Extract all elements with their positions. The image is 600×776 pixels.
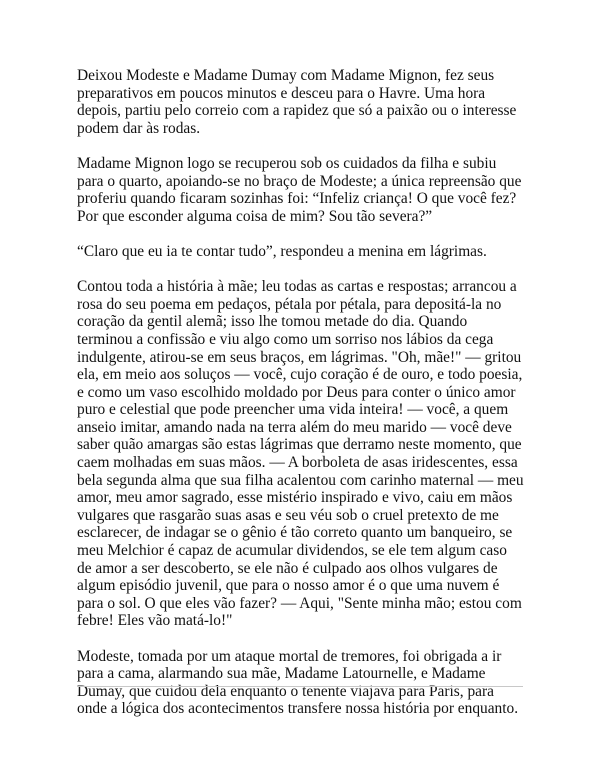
paragraph-5: Modeste, tomada por um ataque mortal de tremores, foi obrigada a ir para a cama, alarmando sua mãe, Madame Latournelle, e Madame Dumay, que cuidou dela enquanto o tenente viajava para Paris, para onde a lógica dos acontecimentos transfere nossa história por enquanto. <box>77 647 519 718</box>
horizontal-divider <box>77 686 523 687</box>
paragraph-4: Contou toda a história à mãe; leu todas as cartas e respostas; arrancou a rosa do seu poema em pedaços, pétala por pétala, para depositá-la no coração da gentil alemã; isso lhe tomou metade do dia. Quando terminou a confissão e viu algo como um sorriso nos lábios da cega indulgente, atirou-se em seus braços, em lágrimas. "Oh, mãe!" — gritou ela, em meio aos soluços — você, cujo coração é de ouro, e todo poesia, e como um vaso escolhido moldado por Deus para conter o único amor puro e celestial que pode preencher uma vida inteira! — você, a quem anseio imitar, amando nada na terra além do meu marido — você deve saber quão amargas são estas lágrimas que derramo neste momento, que caem molhadas em suas mãos. — A borboleta de asas iridescentes, essa bela segunda alma que sua filha acalentou com carinho maternal — meu amor, meu amor sagrado, esse mistério inspirado e vivo, caiu em mãos vulgares que rasgarão suas asas e seu véu sob o cruel pretexto de me esclarecer, de indagar se o gênio é tão correto quanto um banqueiro, se meu Melchior é capaz de acumular dividendos, se ele tem algum caso de amor a ser descoberto, se ele não é culpado aos olhos vulgares de algum episódio juvenil, que para o nosso amor é o que uma nuvem é para o sol. O que eles vão fazer? — Aqui, "Sente minha mão; estou com febre! Eles vão matá-lo!" <box>77 278 524 630</box>
paragraph-3: “Claro que eu ia te contar tudo”, respondeu a menina em lágrimas. <box>77 242 487 260</box>
document-body <box>77 67 525 736</box>
paragraph-2: Madame Mignon logo se recuperou sob os cuidados da filha e subiu para o quarto, apoiando-se no braço de Modeste; a única repreensão que proferiu quando ficaram sozinhas foi: “Infeliz criança! O que você fez? Por que esconder alguma coisa de mim? Sou tão severa?” <box>77 154 522 225</box>
paragraph-1: Deixou Modeste e Madame Dumay com Madame Mignon, fez seus preparativos em poucos minutos e desceu para o Havre. Uma hora depois, partiu pelo correio com a rapidez que só a paixão ou o interesse podem dar às rodas. <box>77 67 517 137</box>
